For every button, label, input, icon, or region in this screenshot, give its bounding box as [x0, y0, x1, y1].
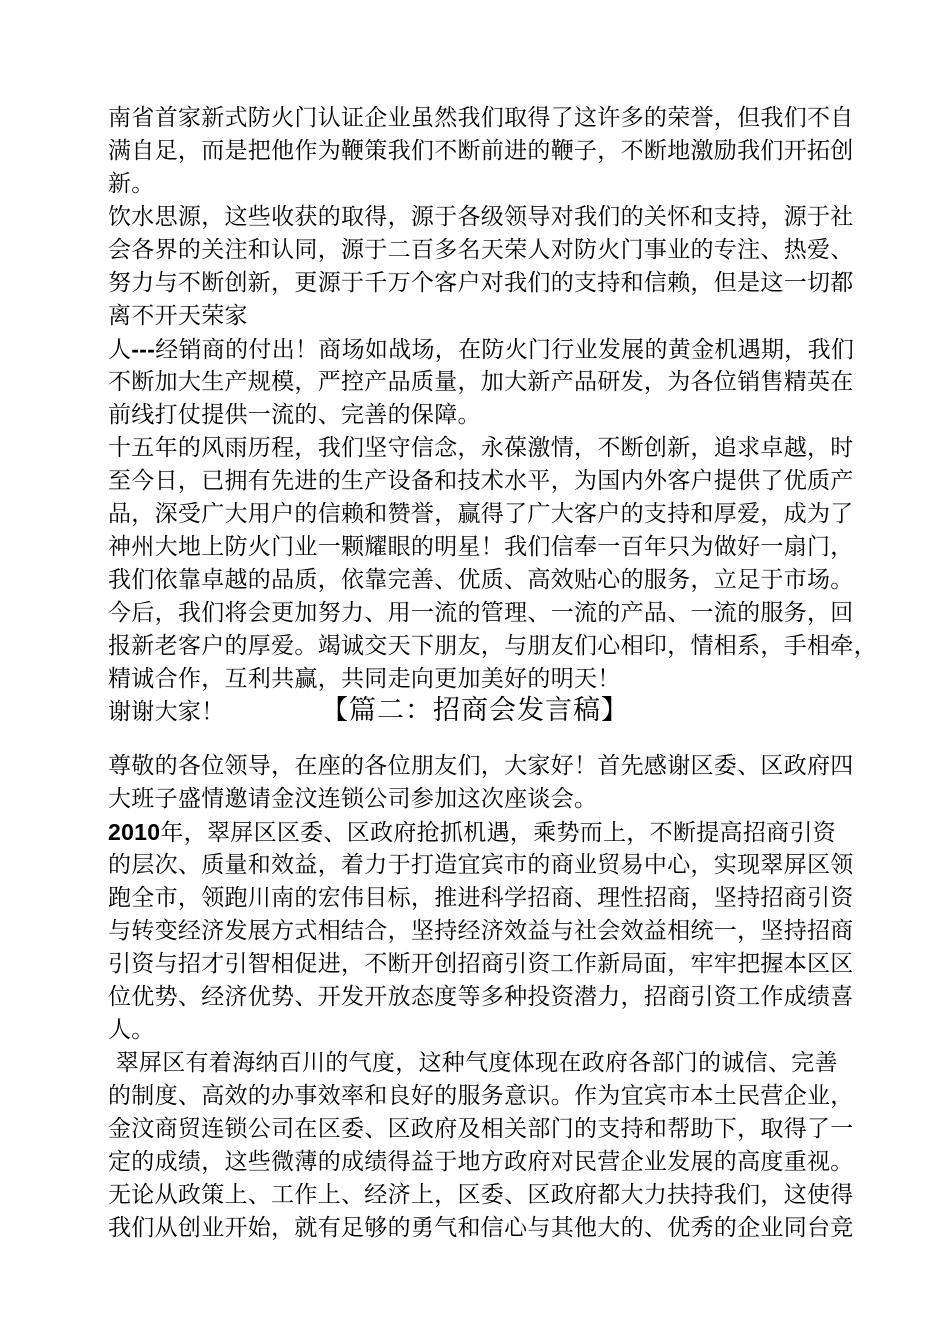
- text-line: 定的成绩，这些微薄的成绩得益于地方政府对民营企业发展的高度重视。: [108, 1149, 854, 1175]
- text-line: 今后，我们将会更加努力、用一流的管理、一流的产品、一流的服务，回: [108, 600, 854, 626]
- text-line: 谢谢大家！: [108, 699, 225, 725]
- text-line: [108, 816, 908, 849]
- year-number: 2010: [108, 819, 161, 845]
- section-1-text: [108, 102, 908, 729]
- text-line: 满自足，而是把他作为鞭策我们不断前进的鞭子，不断地激励我们开拓创: [108, 138, 854, 164]
- text-line-prefix: 人: [108, 337, 132, 363]
- text-line: 努力与不断创新，更源于千万个客户对我们的支持和信赖，但是这一切都: [108, 270, 854, 296]
- text-line: 大班子盛情邀请金汶连锁公司参加这次座谈会。: [108, 786, 598, 812]
- text-line: 不断加大生产规模，严控产品质量，加大新产品研发，为各位销售精英在: [108, 369, 854, 395]
- text-line: 引资与招才引智相促进，不断开创招商引资工作新局面，牢牢把握本区区: [108, 951, 854, 977]
- text-line: 前线打仗提供一流的、完善的保障。: [108, 402, 481, 428]
- text-line-rest: 年，翠屏区区委、区政府抢抓机遇，乘势而上，不断提高招商引资: [160, 820, 837, 846]
- section-heading: [0, 688, 950, 732]
- text-line: 与转变经济发展方式相结合，坚持经济效益与社会效益相统一，坚持招商: [108, 918, 854, 944]
- heading-close: ：招商会发言稿】: [405, 695, 629, 726]
- text-line: 饮水思源，这些收获的取得，源于各级领导对我们的关怀和支持，源于社: [108, 204, 854, 230]
- heading-number: 二: [377, 695, 405, 725]
- text-line: 精诚合作，互利共赢，共同走向更加美好的明天！: [108, 666, 621, 692]
- dash-separator: ---: [131, 336, 156, 362]
- text-line: 的层次、质量和效益，着力于打造宜宾市的商业贸易中心，实现翠屏区领: [108, 852, 854, 878]
- text-line: 神州大地上防火门业一颗耀眼的明星！我们信奉一百年只为做好一扇门，: [108, 534, 854, 560]
- text-line: 我们从创业开始，就有足够的勇气和信心与其他大的、优秀的企业同台竞: [108, 1215, 854, 1241]
- text-line: 离不开天荣家: [108, 303, 248, 329]
- text-line: 金汶商贸连锁公司在区委、区政府及相关部门的支持和帮助下，取得了一: [108, 1116, 854, 1142]
- text-line: 至今日，已拥有先进的生产设备和技术水平，为国内外客户提供了优质产: [108, 468, 854, 494]
- text-line: 我们依靠卓越的品质，依靠完善、优质、高效贴心的服务，立足于市场。: [108, 567, 854, 593]
- text-line: 无论从政策上、工作上、经济上，区委、区政府都大力扶持我们，这使得: [108, 1182, 854, 1208]
- text-line-rest: 经销商的付出！商场如战场，在防火门行业发展的黄金机遇期，我们: [155, 337, 855, 363]
- text-line: 跑全市，领跑川南的宏伟目标，推进科学招商、理性招商，坚持招商引资: [108, 885, 854, 911]
- text-line: 会各界的关注和认同，源于二百多名天荣人对防火门事业的专注、热爱、: [108, 237, 854, 263]
- text-line: 报新老客户的厚爱。竭诚交天下朋友，与朋友们心相印，情相系，手相牵，: [108, 633, 877, 659]
- heading-open: 【篇: [321, 695, 377, 726]
- text-line: [108, 333, 908, 366]
- text-line: 南省首家新式防火门认证企业虽然我们取得了这许多的荣誉，但我们不自: [108, 105, 854, 131]
- text-line: 十五年的风雨历程，我们坚守信念，永葆激情，不断创新，追求卓越，时: [108, 435, 854, 461]
- section-2-text: [108, 750, 908, 1245]
- text-line: 人。: [108, 1017, 155, 1043]
- text-line: 翠屏区有着海纳百川的气度，这种气度体现在政府各部门的诚信、完善: [108, 1050, 838, 1076]
- text-line: 位优势、经济优势、开发开放态度等多种投资潜力，招商引资工作成绩喜: [108, 984, 854, 1010]
- text-line: 品，深受广大用户的信赖和赞誉，赢得了广大客户的支持和厚爱，成为了: [108, 501, 854, 527]
- text-line: 尊敬的各位领导，在座的各位朋友们，大家好！首先感谢区委、区政府四: [108, 753, 854, 779]
- text-line: 的制度、高效的办事效率和良好的服务意识。作为宜宾市本土民营企业，: [108, 1083, 854, 1109]
- text-line: 新。: [108, 171, 155, 197]
